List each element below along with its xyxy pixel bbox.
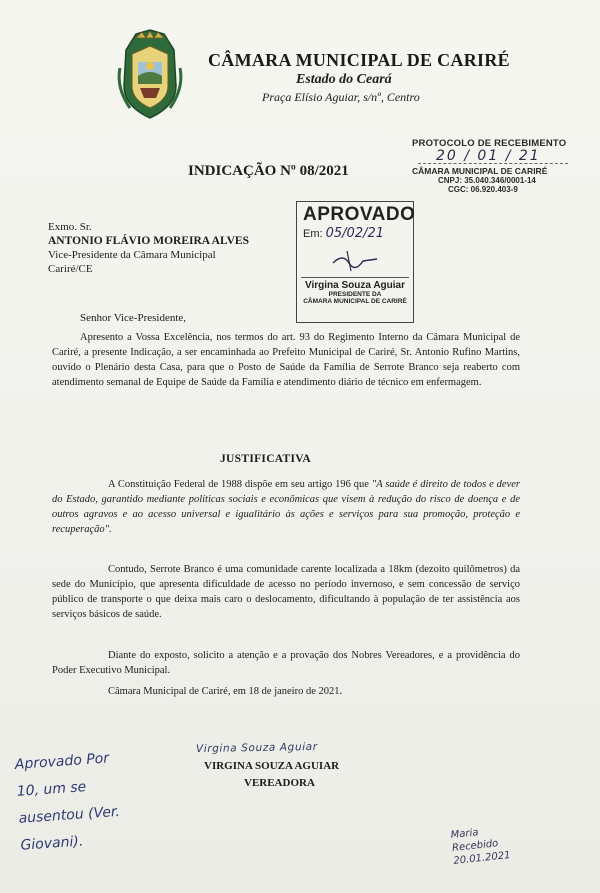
closing-date-line: Câmara Municipal de Cariré, em 18 de janeiro de 2021. (108, 686, 343, 697)
addressee-block (48, 220, 249, 276)
salutation: Senhor Vice-Presidente, (80, 312, 187, 324)
paragraph-request-attention: Diante do exposto, solicito a atenção e a provação dos Nobres Vereadores, e a providência do Poder Executivo Municipal. (52, 650, 520, 676)
note-line: 10, um se (16, 779, 87, 800)
protocol-stamp (412, 138, 592, 194)
handwritten-approval-note (14, 745, 123, 860)
protocol-label: PROTOCOLO DE RECEBIMENTO (412, 138, 567, 149)
addressee-greeting: Exmo. Sr. (48, 221, 92, 233)
signature-scribble-icon (297, 241, 413, 277)
chamber-title: CÂMARA MUNICIPAL DE CARIRÉ (208, 50, 510, 70)
approved-signature-area (297, 241, 413, 277)
note-line: Aprovado Por (14, 750, 110, 773)
coat-of-arms-icon (116, 28, 184, 120)
protocol-cgc: CGC: 06.920.403-9 (448, 185, 518, 194)
handwritten-signature: Virgina Souza Aguiar (195, 740, 318, 756)
approved-role-line1: PRESIDENTE DA (328, 291, 382, 298)
addressee-name: ANTONIO FLÁVIO MOREIRA ALVES (48, 235, 249, 247)
received-note (450, 823, 511, 868)
paragraph-constitution-intro: A Constituição Federal de 1988 dispõe em seu artigo 196 que (108, 479, 372, 490)
signer-name: VIRGINA SOUZA AGUIAR (204, 760, 340, 772)
document-number: INDICAÇÃO Nº 08/2021 (188, 163, 349, 179)
approved-stamp (296, 201, 414, 323)
note-line: ausentou (Ver. (18, 803, 121, 827)
state-name: Estado do Ceará (296, 72, 392, 87)
chamber-address: Praça Elísio Aguiar, s/nº, Centro (262, 90, 420, 104)
note-line: Giovani). (19, 833, 84, 854)
addressee-position: Vice-Presidente da Câmara Municipal (48, 249, 216, 261)
approved-status: APROVADO (303, 204, 416, 225)
receipt-line: 20.01.2021 (452, 849, 512, 867)
paragraph-constitution (52, 477, 520, 537)
paragraph-request: Apresento a Vossa Excelência, nos termos do art. 93 do Regimento Interno da Câmara Municipal de Cariré, a presente Indicação, a ser encaminhada ao Prefeito Municipal de Cariré, Sr. Antonio Rufino Martins, ouvido o Plenário desta Casa, para que o Posto de Saúde da Família de Serrote Branco seja reaberto com atendimento semanal de Equipe de Saúde da Família e atendimento diário de técnico em enfermagem. (52, 332, 520, 388)
approved-date-label: Em: (303, 228, 323, 240)
approved-signer: Virgina Souza Aguiar (301, 277, 409, 291)
signer-role: VEREADORA (244, 777, 315, 789)
addressee-city: Cariré/CE (48, 263, 93, 275)
protocol-org: CÂMARA MUNICIPAL DE CARIRÉ (412, 166, 548, 176)
protocol-date: 20 / 01 / 21 (436, 148, 541, 164)
constitution-quote: "A saúde é direito de todos e dever do Estado, garantido mediante políticas sociais e econômicas que visem à redução do risco de doença e de outros agravos e ao acesso universal e igualitário às ações e serviços para sua promoção, proteção e recuperação". (52, 479, 520, 535)
approved-date-row (303, 226, 413, 241)
receipt-line: Maria (450, 827, 480, 842)
justification-heading: JUSTIFICATIVA (220, 453, 312, 465)
receipt-line: Recebido (451, 838, 499, 854)
approved-role-line2: CÂMARA MUNICIPAL DE CARIRÉ (303, 298, 407, 305)
approved-date: 05/02/21 (325, 226, 385, 241)
paragraph-community: Contudo, Serrote Branco é uma comunidade carente localizada a 18km (dezoito quilômetros) da sede do Município, que apresenta dificuldade de acesso no período invernoso, e sem concessão de serviço público de transporte o que deixa mais caro o deslocamento, dificultando à população de ter assistência aos serviços básicos de saúde. (52, 564, 520, 620)
protocol-cnpj: CNPJ: 35.040.346/0001-14 (438, 176, 536, 185)
